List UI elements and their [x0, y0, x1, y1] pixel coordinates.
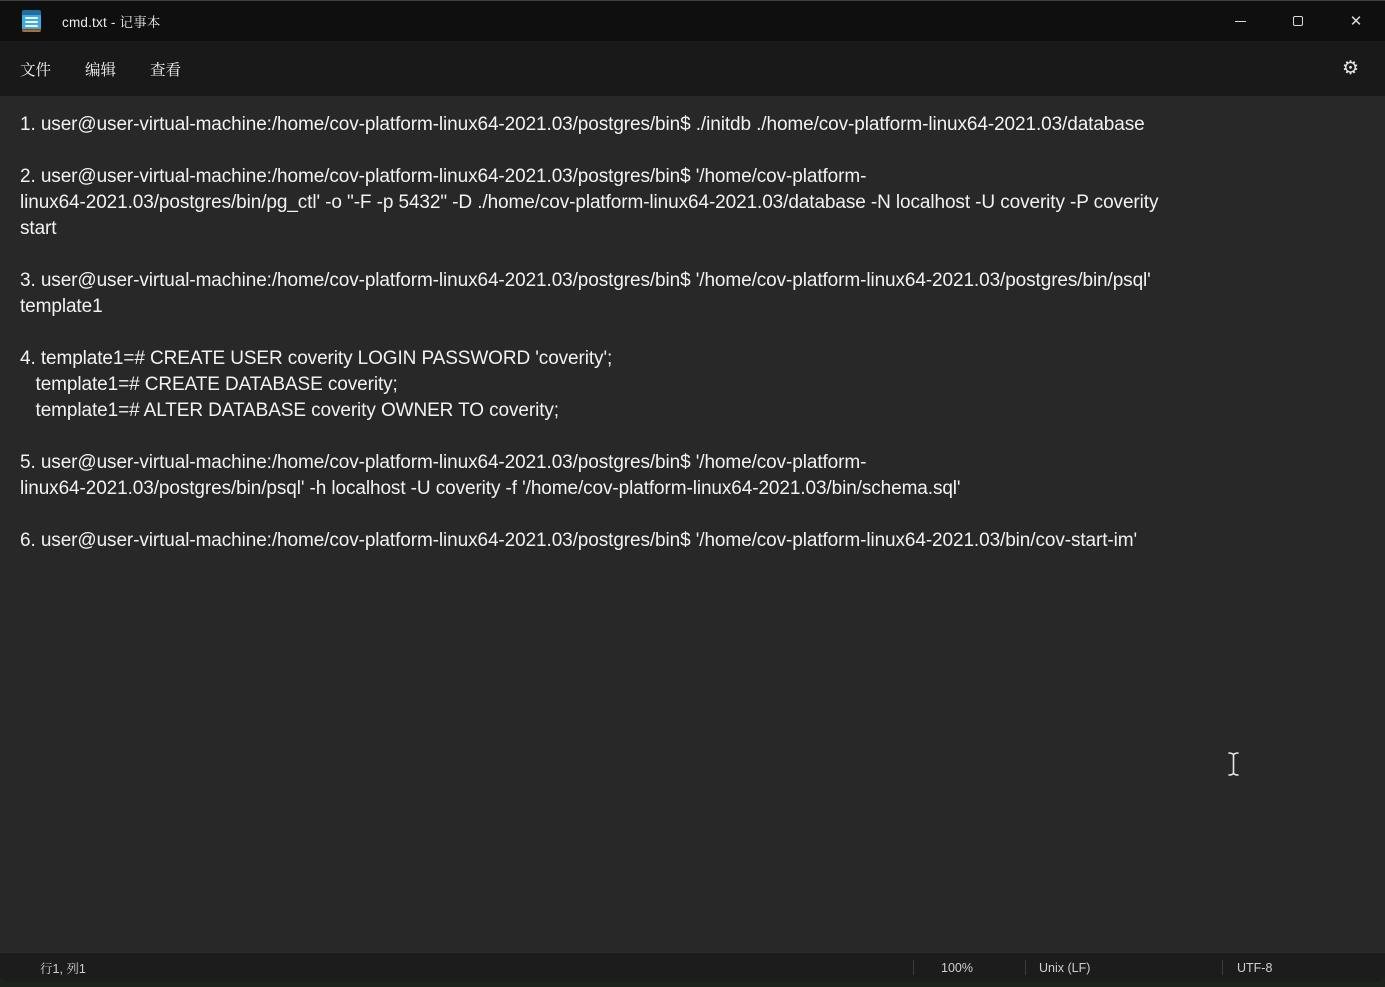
notepad-icon: [22, 10, 41, 32]
menu-bar: [0, 41, 1385, 96]
zoom-level: 100%: [913, 953, 1025, 982]
editor-line: 1. user@user-virtual-machine:/home/cov-platform-linux64-2021.03/postgres/bin$ ./initdb ./home/cov-platform-linux64-2021.03/database: [20, 114, 1145, 135]
close-icon: ✕: [1349, 12, 1363, 30]
minimize-icon: [1235, 21, 1246, 22]
editor-line: [20, 138, 1385, 164]
editor-line: 5. user@user-virtual-machine:/home/cov-platform-linux64-2021.03/postgres/bin$ '/home/cov-platform-: [20, 452, 867, 473]
editor-line: [20, 242, 1385, 268]
ibeam-cursor: [1227, 751, 1240, 777]
editor-line: 6. user@user-virtual-machine:/home/cov-platform-linux64-2021.03/postgres/bin$ '/home/cov-platform-linux64-2021.03/bin/cov-start-im': [20, 530, 1138, 551]
status-bar: [0, 952, 1385, 982]
window-title: cmd.txt - 记事本: [62, 15, 161, 30]
menu-items: [20, 52, 201, 86]
editor-line: 3. user@user-virtual-machine:/home/cov-platform-linux64-2021.03/postgres/bin$ '/home/cov-platform-linux64-2021.03/postgres/bin/psql': [20, 270, 1151, 291]
editor-line: template1=# ALTER DATABASE coverity OWNER TO coverity;: [20, 400, 559, 421]
editor-line: start: [20, 218, 57, 239]
editor-line: template1=# CREATE DATABASE coverity;: [20, 374, 398, 395]
gear-icon: ⚙: [1341, 58, 1359, 79]
line-ending: Unix (LF): [1025, 953, 1222, 982]
close-button[interactable]: [1327, 1, 1385, 41]
maximize-icon: [1293, 16, 1303, 26]
window-controls: [1211, 1, 1385, 41]
editor-line: [20, 502, 1385, 528]
title-bar[interactable]: [0, 1, 1385, 41]
editor-line: 4. template1=# CREATE USER coverity LOGIN PASSWORD 'coverity';: [20, 348, 613, 369]
editor-line: template1: [20, 296, 103, 317]
menu-item[interactable]: 编辑: [85, 61, 117, 79]
editor-content[interactable]: [0, 96, 1385, 952]
editor-line: linux64-2021.03/postgres/bin/pg_ctl' -o "-F -p 5432" -D ./home/cov-platform-linux64-2021.03/database -N localhost -U coverity -P coverity: [20, 192, 1159, 213]
menu-item[interactable]: 查看: [150, 61, 182, 79]
settings-button[interactable]: [1336, 55, 1365, 82]
encoding: UTF-8: [1222, 953, 1385, 982]
menu-item[interactable]: 文件: [20, 61, 52, 79]
minimize-button[interactable]: [1211, 1, 1269, 41]
editor-line: [20, 424, 1385, 450]
maximize-button[interactable]: [1269, 1, 1327, 41]
editor-line: linux64-2021.03/postgres/bin/psql' -h localhost -U coverity -f '/home/cov-platform-linux64-2021.03/bin/schema.sql': [20, 478, 961, 499]
editor-line: 2. user@user-virtual-machine:/home/cov-platform-linux64-2021.03/postgres/bin$ '/home/cov-platform-: [20, 166, 867, 187]
editor-line: [20, 320, 1385, 346]
cursor-position: 行1, 列1: [40, 961, 86, 976]
